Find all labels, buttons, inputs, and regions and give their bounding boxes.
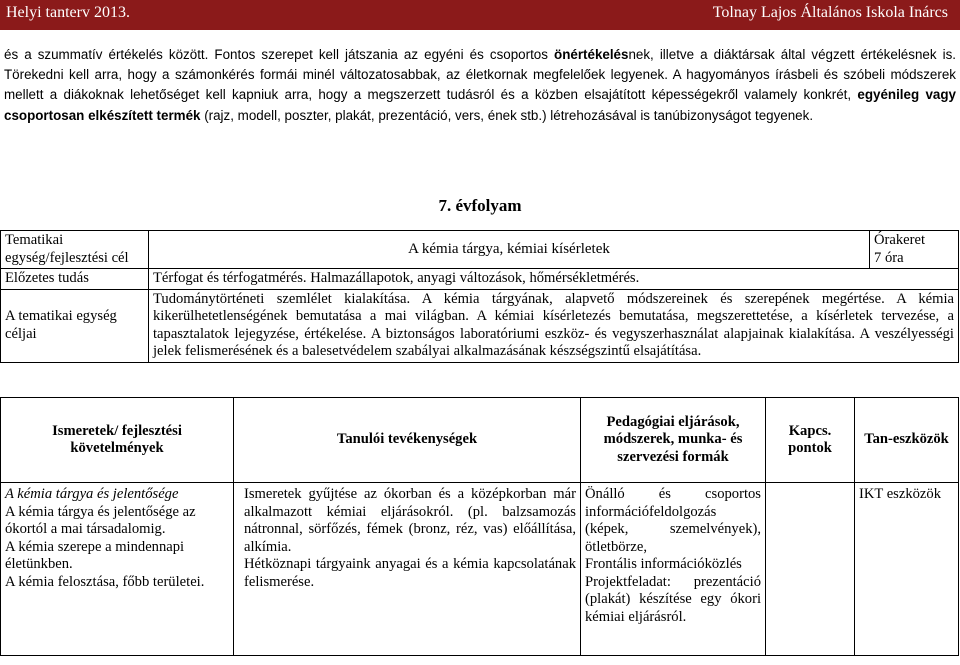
content-table [0, 397, 959, 656]
cell-knowledge [1, 483, 234, 656]
cell-links [766, 483, 855, 656]
header-methods: Pedagógiai eljárások, módszerek, munka- és szervezési formák [581, 398, 766, 483]
methods-item-1: Önálló és csoportos információfeldolgozás (képek, szemelvények), ötletbörze, [585, 486, 761, 555]
activities-item-2: Hétköznapi tárgyaink anyagai és a kémia kapcsolatának felismerése. [244, 556, 576, 590]
page-header [0, 0, 960, 30]
methods-item-3: Projektfeladat: prezentáció (plakát) készítése egy ókori kémiai eljárásról. [585, 573, 761, 625]
intro-bold-2: egyénileg vagy csoportosan elkészített termék [4, 87, 956, 123]
header-activities: Tanulói tevékenységek [234, 398, 581, 483]
intro-paragraph [4, 45, 956, 126]
knowledge-item-1: A kémia tárgya és jelentősége az ókortól a mai társadalomig. [5, 503, 196, 537]
header-left-title: Helyi tanterv 2013. [6, 4, 130, 21]
header-knowledge: Ismeretek/ fejlesztési követelmények [1, 398, 234, 483]
unit-goals: Tudománytörténeti szemlélet kialakítása. A kémia tárgyának, alapvető módszereinek és szerepének megértése. A kémia kikerülhetetlenségének bemutatása a mai világban. A kémiai kísérletezés bemutatása, megszerettetése, a kísérletek tervezése, a tapasztalatok lejegyzése, értékelése. A biztonságos laboratóriumi eszköz- és vegyszerhasználat alapjainak kialakítása. A veszélyességi jelek felismerésének és a balesetvédelem szabályai alkalmazásának készségszintű elsajátítása. [149, 289, 959, 362]
cell-methods [581, 483, 766, 656]
cell-activities [234, 483, 581, 656]
unit-hours-cell [870, 231, 959, 269]
knowledge-item-2: A kémia szerepe a mindennapi életünkben. [5, 538, 185, 572]
activities-item-1: Ismeretek gyűjtése az ókorban és a középkorban már alkalmazott kémiai eljárásokról. (pl. balzsamozás nátronnal, sörfőzés, fémek (bronz, réz, vas) előállítása, alkímia. [244, 486, 576, 555]
intro-bold-1: önértékelés [554, 47, 629, 62]
header-tools: Tan-eszközök [855, 398, 959, 483]
unit-hours-label: Órakeret [874, 232, 926, 248]
unit-prior-label: Előzetes tudás [1, 269, 149, 290]
unit-prior: Térfogat és térfogatmérés. Halmazállapotok, anyagi változások, hőmérsékletmérés. [149, 269, 959, 290]
header-links: Kapcs. pontok [766, 398, 855, 483]
unit-topic-label: Tematikai egység/fejlesztési cél [1, 231, 149, 269]
intro-text-1: és a szummatív értékelés között. Fontos szerepet kell játszania az egyéni és csoportos [4, 47, 555, 62]
unit-goals-label: A tematikai egység céljai [1, 289, 149, 362]
grade-title: 7. évfolyam [438, 196, 522, 215]
unit-table [0, 230, 959, 363]
cell-tools [855, 483, 959, 656]
knowledge-title: A kémia tárgya és jelentősége [5, 486, 179, 502]
intro-text-3: (rajz, modell, poszter, plakát, prezentáció, vers, ének stb.) létrehozásával is tanúbizonyságot tegyenek. [200, 107, 814, 123]
tools-item: IKT eszközök [859, 486, 941, 502]
unit-topic: A kémia tárgya, kémiai kísérletek [149, 231, 870, 269]
unit-hours-value: 7 óra [874, 249, 904, 266]
methods-item-2: Frontális információközlés [585, 556, 742, 572]
header-school-name: Tolnay Lajos Általános Iskola Inárcs [712, 4, 948, 21]
intro-text-2: nek, illetve a diáktársak által végzett értékelésnek is. Törekedni kell arra, hogy a számonkérés formái minél változatosabbak, az életkornak megfelelőek legyenek. A hagyományos írásbeli és szóbeli módszerek mellett a diákoknak lehetőséget kell kapniuk arra, hogy a megszerzett tudásról és a közben elsajátított képességekről valamely konkrét, [4, 47, 956, 103]
knowledge-item-3: A kémia felosztása, főbb területei. [5, 573, 205, 590]
